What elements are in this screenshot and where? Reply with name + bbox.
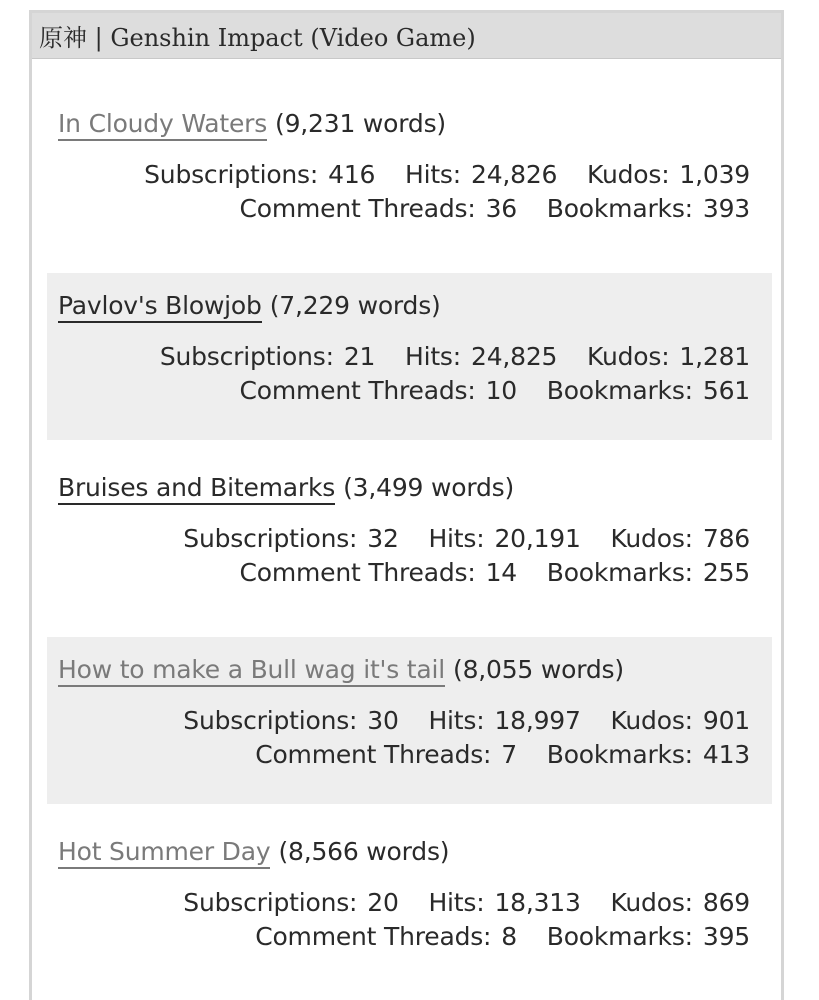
kudos-label: Kudos: <box>610 706 693 735</box>
work-item <box>47 91 772 258</box>
work-list <box>47 91 772 1000</box>
hits-stat <box>405 160 557 189</box>
work-stats <box>58 886 750 954</box>
work-stats <box>58 340 750 408</box>
bookmarks-value: 255 <box>702 558 750 587</box>
comment-threads-label: Comment Threads: <box>239 194 476 223</box>
comment-threads-label: Comment Threads: <box>239 376 476 405</box>
work-title-line <box>58 836 750 868</box>
word-count: (9,231 words) <box>275 109 446 138</box>
kudos-value: 1,039 <box>679 160 750 189</box>
subscriptions-value: 20 <box>367 888 399 917</box>
bookmarks-value: 561 <box>702 376 750 405</box>
comment-threads-label: Comment Threads: <box>239 558 476 587</box>
hits-label: Hits: <box>404 342 461 371</box>
hits-value: 18,997 <box>494 706 581 735</box>
kudos-label: Kudos: <box>587 342 670 371</box>
bookmarks-stat <box>547 376 750 405</box>
hits-stat <box>405 342 557 371</box>
fandom-work-list-panel <box>29 10 784 1000</box>
work-title-link[interactable]: Pavlov's Blowjob <box>58 291 262 323</box>
bookmarks-label: Bookmarks: <box>546 922 693 951</box>
work-title-line <box>58 472 750 504</box>
kudos-stat <box>587 160 750 189</box>
word-count: (7,229 words) <box>269 291 441 320</box>
bookmarks-stat <box>547 558 750 587</box>
subscriptions-stat <box>183 706 398 735</box>
hits-value: 24,825 <box>470 342 558 371</box>
subscriptions-value: 21 <box>343 342 376 371</box>
kudos-value: 869 <box>702 888 750 917</box>
comment-threads-stat <box>239 194 517 223</box>
bookmarks-stat <box>547 740 750 769</box>
work-title-link[interactable]: Hot Summer Day <box>58 837 270 869</box>
work-title-link[interactable]: How to make a Bull wag it's tail <box>58 655 445 687</box>
hits-value: 24,826 <box>470 160 558 189</box>
bookmarks-stat <box>547 194 750 223</box>
subscriptions-stat <box>183 524 398 553</box>
work-stats <box>58 158 750 226</box>
hits-stat <box>428 524 580 553</box>
kudos-value: 786 <box>702 524 750 553</box>
work-stats <box>58 522 750 590</box>
subscriptions-label: Subscriptions: <box>183 706 358 735</box>
bookmarks-label: Bookmarks: <box>546 194 693 223</box>
comment-threads-stat <box>255 740 517 769</box>
work-title-line <box>58 654 750 686</box>
hits-stat <box>428 706 580 735</box>
bookmarks-label: Bookmarks: <box>546 740 693 769</box>
subscriptions-label: Subscriptions: <box>159 342 334 371</box>
work-stats <box>58 704 750 772</box>
fandom-heading: 原神 | Genshin Impact (Video Game) <box>32 13 781 59</box>
comment-threads-value: 10 <box>485 376 518 405</box>
kudos-stat <box>587 342 750 371</box>
kudos-label: Kudos: <box>610 524 693 553</box>
work-item <box>47 273 772 440</box>
kudos-label: Kudos: <box>610 888 693 917</box>
work-title-link[interactable]: In Cloudy Waters <box>58 109 267 141</box>
hits-value: 18,313 <box>494 888 581 917</box>
subscriptions-value: 32 <box>367 524 399 553</box>
bookmarks-label: Bookmarks: <box>546 558 693 587</box>
subscriptions-label: Subscriptions: <box>183 888 358 917</box>
comment-threads-value: 36 <box>485 194 518 223</box>
bookmarks-stat <box>547 922 750 951</box>
bookmarks-label: Bookmarks: <box>546 376 693 405</box>
bookmarks-value: 413 <box>702 740 750 769</box>
subscriptions-stat <box>183 888 398 917</box>
comment-threads-stat <box>239 376 517 405</box>
comment-threads-label: Comment Threads: <box>255 922 492 951</box>
work-item <box>47 637 772 804</box>
subscriptions-stat <box>160 342 375 371</box>
comment-threads-stat <box>255 922 517 951</box>
kudos-stat <box>610 524 750 553</box>
kudos-value: 1,281 <box>679 342 750 371</box>
hits-stat <box>428 888 580 917</box>
hits-value: 20,191 <box>494 524 581 553</box>
work-title-link[interactable]: Bruises and Bitemarks <box>58 473 335 505</box>
hits-label: Hits: <box>428 888 485 917</box>
hits-label: Hits: <box>428 524 485 553</box>
subscriptions-value: 30 <box>367 706 399 735</box>
work-title-line <box>58 108 750 140</box>
comment-threads-value: 8 <box>501 922 518 951</box>
kudos-stat <box>610 706 750 735</box>
work-item <box>47 819 772 986</box>
work-title-line <box>58 290 750 322</box>
subscriptions-stat <box>144 160 375 189</box>
hits-label: Hits: <box>428 706 485 735</box>
word-count: (3,499 words) <box>343 473 515 502</box>
subscriptions-value: 416 <box>328 160 376 189</box>
word-count: (8,566 words) <box>278 837 450 866</box>
kudos-label: Kudos: <box>587 160 670 189</box>
comment-threads-value: 7 <box>501 740 518 769</box>
kudos-value: 901 <box>702 706 750 735</box>
word-count: (8,055 words) <box>453 655 624 684</box>
hits-label: Hits: <box>404 160 461 189</box>
comment-threads-stat <box>239 558 517 587</box>
comment-threads-label: Comment Threads: <box>255 740 492 769</box>
bookmarks-value: 395 <box>702 922 750 951</box>
kudos-stat <box>610 888 750 917</box>
bookmarks-value: 393 <box>702 194 750 223</box>
work-item <box>47 455 772 622</box>
subscriptions-label: Subscriptions: <box>144 160 319 189</box>
comment-threads-value: 14 <box>485 558 518 587</box>
subscriptions-label: Subscriptions: <box>183 524 358 553</box>
